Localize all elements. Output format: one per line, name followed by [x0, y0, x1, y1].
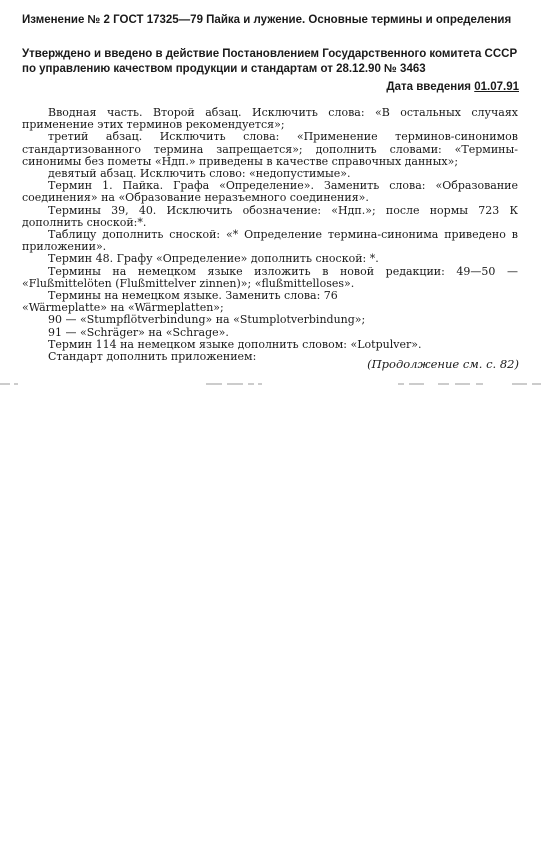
- paragraph-table-footnote: Таблицу дополнить сноской: «* Определение термина-синонима приведено в приложении».: [22, 228, 518, 254]
- effective-date-line: [386, 80, 519, 95]
- paragraph-term-48: Термин 48. Графу «Определение» дополнить сноской: *.: [48, 252, 379, 266]
- paragraph-german-terms-new: Термины на немецком языке изложить в новой редакции: 49—50 — «Flußmittelöten (Flußmittelver zinnen)»; «flußmittelloses».: [22, 264, 518, 290]
- paragraph-german-terms-replace: Термины на немецком языке. Заменить слова: 76: [48, 289, 338, 303]
- paragraph-terms-39-40: Термины 39, 40. Исключить обозначение: «Ндп.»; после нормы 723 К дополнить сноской:*.: [22, 203, 518, 229]
- document-title: Изменение № 2 ГОСТ 17325—79 Пайка и лужение. Основные термины и определения: [22, 14, 512, 26]
- paragraph-intro-third: третий абзац. Исключить слова: «Применение терминов-синонимов стандартизованного термина запрещается»; дополнить словами: «Термины-синонимы без пометы «Ндп.» приведены в качестве справочных данных»;: [22, 130, 518, 168]
- paragraph-intro-second: Вводная часть. Второй абзац. Исключить слова: «В остальных случаях применение этих терминов рекомендуется»;: [22, 106, 518, 132]
- paragraph-appendix: Стандарт дополнить приложением:: [48, 350, 257, 364]
- paragraph-term-114: Термин 114 на немецком языке дополнить словом: «Lotpulver».: [48, 337, 422, 351]
- paragraph-german-76: «Wärmeplatte» на «Wärmeplatten»;: [22, 301, 224, 315]
- paragraph-intro-ninth: девятый абзац. Исключить слово: «недопустимые».: [48, 167, 351, 181]
- amendment-body: [22, 107, 518, 363]
- approval-statement: Утверждено и введено в действие Постановлением Государственного комитета СССР по управлению качеством продукции и стандартам от 28.12.90 № 3463: [22, 48, 518, 75]
- effective-date-value: 01.07.91: [474, 81, 519, 93]
- scan-artifact-line: [0, 381, 541, 387]
- continuation-note: (Продолжение см. с. 82): [367, 357, 519, 371]
- paragraph-term-1: Термин 1. Пайка. Графа «Определение». Заменить слова: «Образование соединения» на «Образование неразъемного соединения».: [22, 179, 518, 205]
- paragraph-german-90: 90 — «Stumpflötverbindung» на «Stumplotverbindung»;: [48, 313, 366, 327]
- effective-date-label: Дата введения: [386, 81, 472, 93]
- paragraph-german-91: 91 — «Schräger» на «Schrage».: [48, 325, 229, 339]
